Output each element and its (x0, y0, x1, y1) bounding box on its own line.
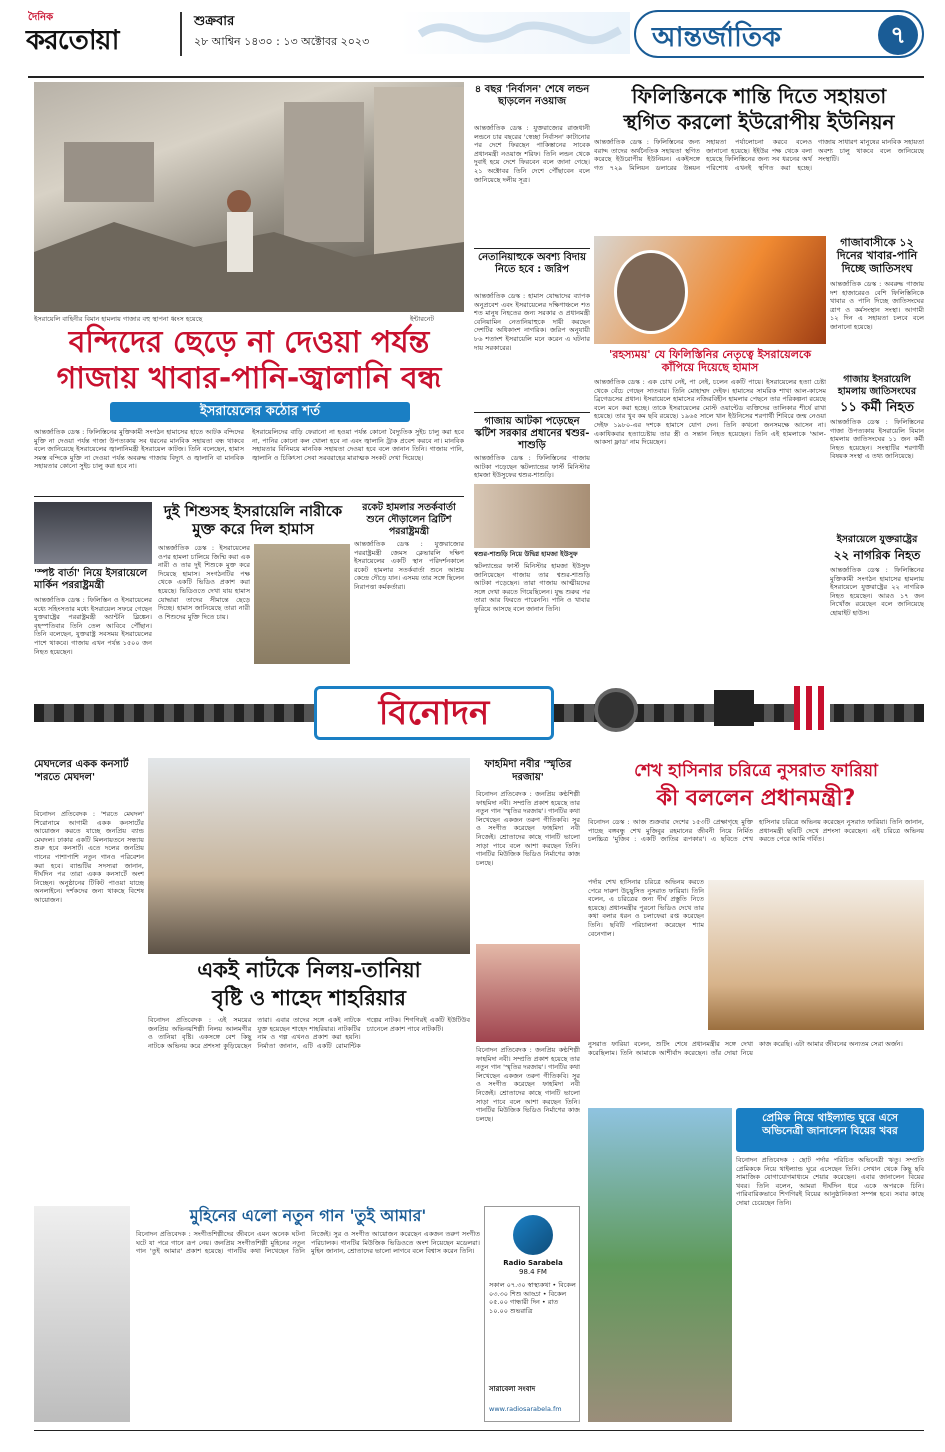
radio-ad (484, 1206, 580, 1422)
radio-name: Radio Sarabela (503, 1259, 563, 1267)
nusrat-photo (708, 880, 924, 1030)
masthead (0, 0, 945, 78)
nilay-body: বিনোদন প্রতিবেদক : এই সময়ের জনপ্রিয় অভিনয়শিল্পী নিলয় আলমগীর ও তানিয়া বৃষ্টি। একসঙ্গে বেশ কিছু নাটকে অভিনয় করে প্রশংসা কুড়িয়েছেন তারা। এবার তাদের সঙ্গে একই নাটকে যুক্ত হয়েছেন শাহেদ শাহরিয়ার। নাটকটির নাম ও গল্প এখনও প্রকাশ করা হয়নি। নির্মাতা জানান, এটি একটি রোমান্টিক গল্পের নাটক। শিগগিরই একটি ইউটিউব চ্যানেলে প্রকাশ পাবে নাটকটি। (148, 1016, 470, 1050)
hritu-photo (588, 1108, 732, 1422)
page-number: ৭ (878, 15, 918, 55)
deif-body: আন্তর্জাতিক ডেস্ক : এক চোখ নেই, পা নেই, চলেন একটি পায়ে। ইসরায়েলের হত্যা চেষ্টা থেকে বেঁচে গেছেন সাতবার। তিনি মোহাম্মদ দেইফ। হামাসের সামরিক শাখা আল-কাসেম ব্রিগেডসের প্রধান। ইসরায়েলে হামাসের নজিরবিহীন হামলার পেছনে তার পরিকল্পনা রয়েছে বলে মনে করা হচ্ছে। তাকে ইসরায়েলের মোস্ট ওয়ান্টেড ব্যক্তিদের তালিকার শীর্ষে রাখা হয়েছে। তার খুব কম ছবি রয়েছে। ১৯৬৫ সালে খান ইউনিসের শরণার্থী শিবিরে জন্ম নেওয়া দেইফ ১৯৮০-এর দশকে হামাসে যোগ দেন। তিনি কখনো জনসমক্ষে আসেন না। একাধিকবার হত্যাচেষ্টায় তার স্ত্রী ও সন্তান নিহত হয়েছেন। তিনি এই হামলাকে 'আল-আকসা ফ্লাড' নাম দিয়েছেন। (594, 378, 826, 447)
unstaff-headline-2: ১১ কর্মী নিহত (839, 400, 915, 415)
unstaff-headline: গাজায় ইসরায়েলি হামলায় জাতিসংঘের (837, 374, 917, 397)
hritu-body: বিনোদন প্রতিবেদক : ছোট পর্দার পরিচিত অভিনেত্রী ঋতু। সম্প্রতি প্রেমিককে নিয়ে থাইল্যান্ড ঘুরে এসেছেন তিনি। সেখান থেকে কিছু ছবি সামাজিক যোগাযোগমাধ্যমে শেয়ার করেছেন। এবার জানালেন বিয়ের খবর। তিনি বলেন, আমরা দীর্ঘদিন ধরে একে অপরকে চিনি। পারিবারিকভাবে শিগগিরই বিয়ের আনুষ্ঠানিকতা সম্পন্ন হবে। সবার কাছে দোয়া চেয়েছেন তিনি। (736, 1156, 924, 1207)
nusrat-body-3: নুসরাত ফারিয়া বলেন, শুটিং শেষে প্রধানমন্ত্রীর সঙ্গে দেখা করেছিলাম। তিনি আমাকে আশীর্বাদ করেছেন। তাঁর দোয়া নিয়ে কাজ করেছি। এটা আমার জীবনের অন্যতম সেরা অর্জন। (588, 1040, 903, 1057)
radio-schedule: সকাল ০৭.৩০ স্বাস্থ্যকথা • বিকেল ০৩.৩০ শিশু আড্ডা • বিকেল ০৫.০০ গান্ধারী দিন • রাত ১০.০০ শুভরাত্রি (489, 1281, 576, 1315)
scotland-photo (474, 484, 590, 548)
deif-headline: 'রহস্যময়' যে ফিলিস্তিনির নেতৃত্বে ইসরায়েলকে কাঁপিয়ে দিয়েছে হামাস (608, 348, 812, 374)
main-photo-caption: ইসরায়েলি বাহিনীর বিমান হামলায় গাজার বহু স্থাপনা ধ্বংস হয়েছে (34, 315, 203, 323)
scotland-body-2: স্কটল্যান্ডের ফার্স্ট মিনিস্টার হামজা ইউসুফ জানিয়েছেন গাজায় তার শ্বশুর-শাশুড়ি আটকা পড়েছেন। তারা গাজায় আত্মীয়দের সঙ্গে দেখা করতে গিয়েছিলেন। যুদ্ধ শুরুর পর তারা আর ফিরতে পারেননি। পানি ও খাবার ফুরিয়ে আসছে বলে জানান তিনি। (474, 562, 590, 613)
nilay-headline-1: একই নাটকে নিলয়-তানিয়া (197, 958, 421, 982)
meghdol-headline: মেঘদলের একক কনসার্ট 'শরতে মেঘদল' (34, 759, 129, 783)
rule (474, 248, 590, 249)
lead-headline-2: গাজায় খাবার-পানি-জ্বালানি বন্ধ (56, 361, 442, 396)
usdead-headline-2: ২২ নাগরিক নিহত (833, 548, 921, 562)
meghdol-body: বিনোদন প্রতিবেদক : 'শরতে মেঘদল' শিরোনামে আগামী একক কনসার্টের আয়োজন করতে যাচ্ছে জনপ্রিয় ব্যান্ড মেঘদল। ঢাকার একটি মিলনায়তনে সন্ধ্যায় শুরু হবে কনসার্ট। এতে দলের জনপ্রিয় গানের পাশাপাশি নতুন গানও পরিবেশন করা হবে। ব্যান্ডটির সদস্যরা জানান, দীর্ঘদিন পর তারা একক কনসার্টে অংশ নিচ্ছেন। অনুষ্ঠানের টিকিট পাওয়া যাচ্ছে অনলাইনে। দর্শকদের জন্য থাকছে বিশেষ আয়োজন। (34, 810, 144, 904)
rubble-illustration (34, 82, 464, 312)
clapperboard-icon (714, 690, 754, 726)
main-photo-credit: ইন্টারনেট (410, 315, 434, 323)
paper-logo: করতোয়া (26, 25, 119, 56)
radio-logo-icon (513, 1215, 553, 1255)
fahmida-body-cont: বিনোদন প্রতিবেদক : জনপ্রিয় কণ্ঠশিল্পী ফাহমিদা নবী। সম্প্রতি প্রকাশ হয়েছে তার নতুন গান 'স্মৃতির দরজায়'। গানটির কথা লিখেছেন একজন তরুণ গীতিকবি। সুর ও সংগীত করেছেন ফাহমিদা নবী নিজেই। শ্রোতাদের কাছে গানটি ভালো সাড়া পাবে বলে আশা করছেন তিনি। গানটির মিউজিক ভিডিও নির্মাণের কাজ চলছে। (476, 1046, 580, 1123)
nawaz-headline: ৪ বছর 'নির্বাসন' শেষে লন্ডন ছাড়লেন নওয়াজ (474, 84, 590, 107)
eu-body: আন্তর্জাতিক ডেস্ক : ফিলিস্তিনের জন্য বরাদ্দ তাদের অর্থনৈতিক সহায়তা স্থগিত করেছে ইউরোপীয় ইউনিয়ন। একইসঙ্গে গত ৭২৯ মিলিয়ন ডলারের উন্নয়ন সহায়তা পর্যালোচনা করবে বলেও জানানো হয়েছে। ইইউর পক্ষ থেকে বলা হয়েছে ফিলিস্তিনের জন্য সব ধরনের অর্থ পরিশোধ এখনই স্থগিত করা হচ্ছে। গাজায় সাধারণ মানুষের মানবিক সহায়তা অবশ্য চালু থাকবে বলে জানিয়েছে সংস্থাটি। (594, 138, 924, 172)
binodon-title: বিনোদন (314, 686, 554, 740)
world-map-icon (400, 12, 630, 54)
section-badge (634, 10, 924, 58)
hostage-headline-2: মুক্ত করে দিল হামাস (192, 520, 314, 538)
un-body: আন্তর্জাতিক ডেস্ক : অবরুদ্ধ গাজায় দশ হাজারেরও বেশি ফিলিস্তিনিকে খাবার ও পানি দিচ্ছে জাতিসংঘের ত্রাণ ও কর্মসংস্থান সংস্থা। আগামী ১২ দিন এ সহায়তা চলবে বলে জানানো হয়েছে। (830, 280, 924, 331)
nusrat-body: বিনোদন ডেস্ক : আজ শুক্রবার দেশের ১৫৩টি প্রেক্ষাগৃহে মুক্তি পাচ্ছে বঙ্গবন্ধু শেখ মুজিবুর রহমানের জীবনী নিয়ে নির্মিত চলচ্চিত্র 'মুজিব : একটি জাতির রূপকার'। এ ছবিতে শেখ হাসিনার চরিত্রে অভিনয় করেছেন নুসরাত ফারিয়া। তিনি জানান, প্রধানমন্ত্রী ছবিটি দেখে প্রশংসা করেছেন। এই চরিত্রে অভিনয় করতে পেরে আমি গর্বিত। (588, 818, 924, 844)
un-headline: গাজাবাসীকে ১২ দিনের খাবার-পানি দিচ্ছে জাতিসংঘ (836, 236, 918, 275)
uk-body: আন্তর্জাতিক ডেস্ক : যুক্তরাজ্যের পররাষ্ট্রমন্ত্রী জেমস ক্লেভারলি দক্ষিণ ইসরায়েলের একটি স্থান পরিদর্শনকালে রকেট হামলার সতর্কবার্তা শুনে আশ্রয় কেন্দ্রে দৌড়ে যান। এসময় তার সঙ্গে ছিলেন নিরাপত্তা কর্মকর্তারা। (354, 540, 464, 591)
scotland-body: আন্তর্জাতিক ডেস্ক : ফিলিস্তিনের গাজায় আটকা পড়েছেন স্কটল্যান্ডের ফার্স্ট মিনিস্টার হামজা ইউসুফের শ্বশুর-শাশুড়ি। (474, 454, 590, 480)
masthead-map-band (400, 12, 630, 54)
netanyahu-headline: নেতানিয়াহুকে অবশ্য বিদায় নিতে হবে : জরিপ (478, 252, 586, 275)
blinken-photo (34, 502, 152, 564)
rule (34, 496, 464, 497)
rule (474, 412, 590, 413)
nusrat-headline-1: শেখ হাসিনার চরিত্রে নুসরাত ফারিয়া (634, 761, 878, 781)
muhin-photo (34, 1206, 130, 1422)
hostage-photo (254, 544, 350, 664)
netanyahu-body: আন্তর্জাতিক ডেস্ক : হামাস যোদ্ধাদের ব্যাপক অনুপ্রবেশ এবং ইসরায়েলের দক্ষিণাঞ্চলে শত শত মানুষ নিহতের জন্য সরকার ও প্রধানমন্ত্রী বেনিয়ামিন নেতানিয়াহুকে দায়ী করছেন দেশটির অধিকাংশ নাগরিক। জরিপ অনুযায়ী ৮৬ শতাংশ ইসরায়েলি মনে করেন এ ঘটনার দায় সরকারের। (474, 292, 590, 352)
fahmida-body: বিনোদন প্রতিবেদক : জনপ্রিয় কণ্ঠশিল্পী ফাহমিদা নবী। সম্প্রতি প্রকাশ হয়েছে তার নতুন গান 'স্মৃতির দরজায়'। গানটির কথা লিখেছেন একজন তরুণ গীতিকবি। সুর ও সংগীত করেছেন ফাহমিদা নবী নিজেই। শ্রোতাদের কাছে গানটি ভালো সাড়া পাবে বলে আশা করছেন তিনি। গানটির মিউজিক ভিডিও নির্মাণের কাজ চলছে। (476, 790, 580, 867)
nilay-headline-2: বৃষ্টি ও শাহেদ শাহরিয়ার (212, 986, 406, 1010)
binodon-banner (34, 676, 924, 750)
eu-headline-2: স্থগিত করলো ইউরোপীয় ইউনিয়ন (623, 110, 895, 134)
radio-frequency: 98.4 FM (519, 1268, 547, 1276)
lead-headline-1: বন্দিদের ছেড়ে না দেওয়া পর্যন্ত (68, 325, 430, 360)
film-reel-icon (594, 688, 638, 732)
deif-photo (594, 236, 826, 344)
scotland-caption: স্বশুর-শাশুড়ি নিয়ে উদ্বিগ্ন হামজা ইউসুফ (474, 550, 578, 558)
nawaz-body: আন্তর্জাতিক ডেস্ক : যুক্তরাজ্যের রাজধানী লন্ডনে চার বছরের 'স্বেচ্ছা নির্বাসন' কাটানোর পর দেশে ফিরছেন পাকিস্তানের সাবেক প্রধানমন্ত্রী নওয়াজ শরিফ। তিনি লন্ডন থেকে দুবাই হয়ে দেশে ফিরবেন বলে জানা গেছে। ২১ অক্টোবর তিনি দেশে পৌঁছাবেন বলে জানিয়েছে দলীয় সূত্র। (474, 124, 590, 184)
hostage-headline-1: দুই শিশুসহ ইসরায়েলি নারীকে (163, 502, 343, 520)
nusrat-headline-2: কী বললেন প্রধানমন্ত্রী? (656, 786, 856, 811)
radio-news-label: সারাবেলা সংবাদ (489, 1385, 536, 1393)
blinken-body: আন্তর্জাতিক ডেস্ক : ফিলিস্তিন ও ইসরায়েলের মধ্যে সহিংসতার মধ্যে ইসরায়েল সফরে গেছেন যুক্তরাষ্ট্রের পররাষ্ট্রমন্ত্রী অ্যান্টনি ব্লিঙ্কেন। বৃহস্পতিবার তিনি তেল আবিবে পৌঁছান। তিনি বলেছেন, যুক্তরাষ্ট্র সবসময় ইসরায়েলের পাশে থাকবে। গাজায় এখন পর্যন্ত ১৫০০ জন নিহত হয়েছেন। (34, 596, 152, 656)
section-title: আন্তর্জাতিক (652, 22, 781, 53)
usdead-body: আন্তর্জাতিক ডেস্ক : ফিলিস্তিনের মুক্তিকামী সংগঠন হামাসের হামলায় ইসরায়েলে যুক্তরাষ্ট্রের ২২ নাগরিক নিহত হয়েছেন। আরও ১৭ জন নিখোঁজ রয়েছেন বলে জানিয়েছে হোয়াইট হাউস। (830, 566, 924, 617)
lead-body-2: ইসরায়েলিদের বাড়ি ফেরানো না হওয়া পর্যন্ত কোনো বৈদ্যুতিক সুইচ চালু করা হবে না, পানির কোনো কল খোলা হবে না এবং জ্বালানি ট্রাক প্রবেশ করবে না। মানবিক সহায়তার বিনিময়ে মানবিক সহায়তা দেওয়া হবে বলে জানান তিনি। গাজায় পানি, জ্বালানি ও চিকিৎসা সেবা সরবরাহের মারাত্মক সংকট দেখা দিয়েছে। (252, 428, 464, 462)
muhin-headline: মুহিনের এলো নতুন গান 'তুই আমার' (189, 1206, 427, 1225)
unstaff-body: আন্তর্জাতিক ডেস্ক : ফিলিস্তিনের গাজা উপত্যকায় ইসরায়েলি বিমান হামলায় জাতিসংঘের ১১ জন কর্মী নিহত হয়েছেন। সংস্থাটির শরণার্থী বিষয়ক সংস্থা এ তথ্য জানিয়েছে। (830, 418, 924, 461)
lead-body-1: আন্তর্জাতিক ডেস্ক : ফিলিস্তিনের মুক্তিকামী সংগঠন হামাসের হাতে আটক বন্দিদের মুক্তি না দেওয়া পর্যন্ত গাজা উপত্যকায় সব ধরনের মানবিক সহায়তা বন্ধ থাকবে বলে জানিয়েছে ইসরায়েলের জ্বালানিমন্ত্রী ইসরায়েল কাটজ। তিনি বলেছেন, হামাস সমস্ত বন্দিকে মুক্তি না দেওয়া পর্যন্ত অবরুদ্ধ গাজায় বিদ্যুৎ ও জ্বালানি বা মানবিক সহায়তার কোনো সুইচ চালু করা হবে না। (34, 428, 244, 471)
popcorn-icon (794, 686, 830, 730)
radio-url-link[interactable]: www.radiosarabela.fm (489, 1405, 562, 1413)
muhin-body: বিনোদন প্রতিবেদক : সংগীতশিল্পীদের জীবনে এমন অনেক ঘটনা ঘটে যা পরে গানে রূপ নেয়। জনপ্রিয় সংগীতশিল্পী মুহিনের নতুন গান 'তুই আমার' প্রকাশ হয়েছে। গানটির কথা লিখেছেন তিনি নিজেই। সুর ও সংগীত আয়োজন করেছেন একজন তরুণ সংগীত পরিচালক। গানটির মিউজিক ভিডিওতে অংশ নিয়েছেন মডেলরা। মুহিন জানান, শ্রোতাদের ভালো লাগবে বলে বিশ্বাস করেন তিনি। (136, 1230, 480, 1256)
bottom-rule (34, 1430, 924, 1431)
masthead-rule (28, 76, 924, 78)
fahmida-photo (476, 944, 580, 1042)
lead-kicker: ইসরায়েলের কঠোর শর্ত (110, 402, 410, 422)
scotland-headline: গাজায় আটকা পড়েছেন স্কটিশ সরকার প্রধানের শ্বশুর-শাশুড়ি (474, 416, 590, 451)
main-photo (34, 82, 464, 312)
fahmida-headline: ফাহমিদা নবীর 'স্মৃতির দরজায়' (484, 759, 572, 783)
paper-name-small: দৈনিক (28, 12, 54, 23)
masthead-divider (180, 12, 182, 56)
nusrat-body-2: পর্দায় শেখ হাসিনার চরিত্রে অভিনয় করতে পেরে দারুণ উচ্ছ্বসিত নুসরাত ফারিয়া। তিনি বলেন, এ চরিত্রের জন্য দীর্ঘ প্রস্তুতি নিতে হয়েছে। প্রধানমন্ত্রীর পুরনো ভিডিও দেখে তার কথা বলার ধরন ও চলাফেরা রপ্ত করেছেন তিনি। ছবিটি পরিচালনা করেছেন শ্যাম বেনেগাল। (588, 878, 704, 938)
masthead-date: ২৮ আশ্বিন ১৪৩০ : ১৩ অক্টোবর ২০২৩ (194, 35, 370, 48)
usdead-headline: ইসরায়েলে যুক্তরাষ্ট্রের (836, 534, 918, 545)
uk-headline: রকেট হামলার সতর্কবার্তা শুনে দৌড়ালেন ব্রিটিশ পররাষ্ট্রমন্ত্রী (362, 502, 456, 537)
deif-portrait (614, 250, 688, 334)
nilay-photo (148, 758, 470, 954)
blinken-headline: 'স্পষ্ট বার্তা' নিয়ে ইসরায়েলে মার্কিন পররাষ্ট্রমন্ত্রী (34, 568, 148, 591)
eu-headline-1: ফিলিস্তিনকে শান্তি দিতে সহায়তা (631, 84, 887, 108)
hostage-body: আন্তর্জাতিক ডেস্ক : ইসরায়েলের ওপর হামলা চালিয়ে জিম্মি করা এক নারী ও তার দুই শিশুকে মুক্ত করে দিয়েছে হামাস। সংগঠনটির পক্ষ থেকে একটি ভিডিও প্রকাশ করা হয়েছে। ভিডিওতে দেখা যায় হামাস যোদ্ধারা তাদের সীমান্তে ছেড়ে দিচ্ছে। হামাস জানিয়েছে তারা নারী ও শিশুদের মুক্তি দিতে চায়। (158, 544, 250, 621)
masthead-day: শুক্রবার (194, 14, 235, 29)
hritu-headline: প্রেমিক নিয়ে থাইল্যান্ড ঘুরে এসে অভিনেত্রী জানালেন বিয়ের খবর (762, 1112, 898, 1137)
